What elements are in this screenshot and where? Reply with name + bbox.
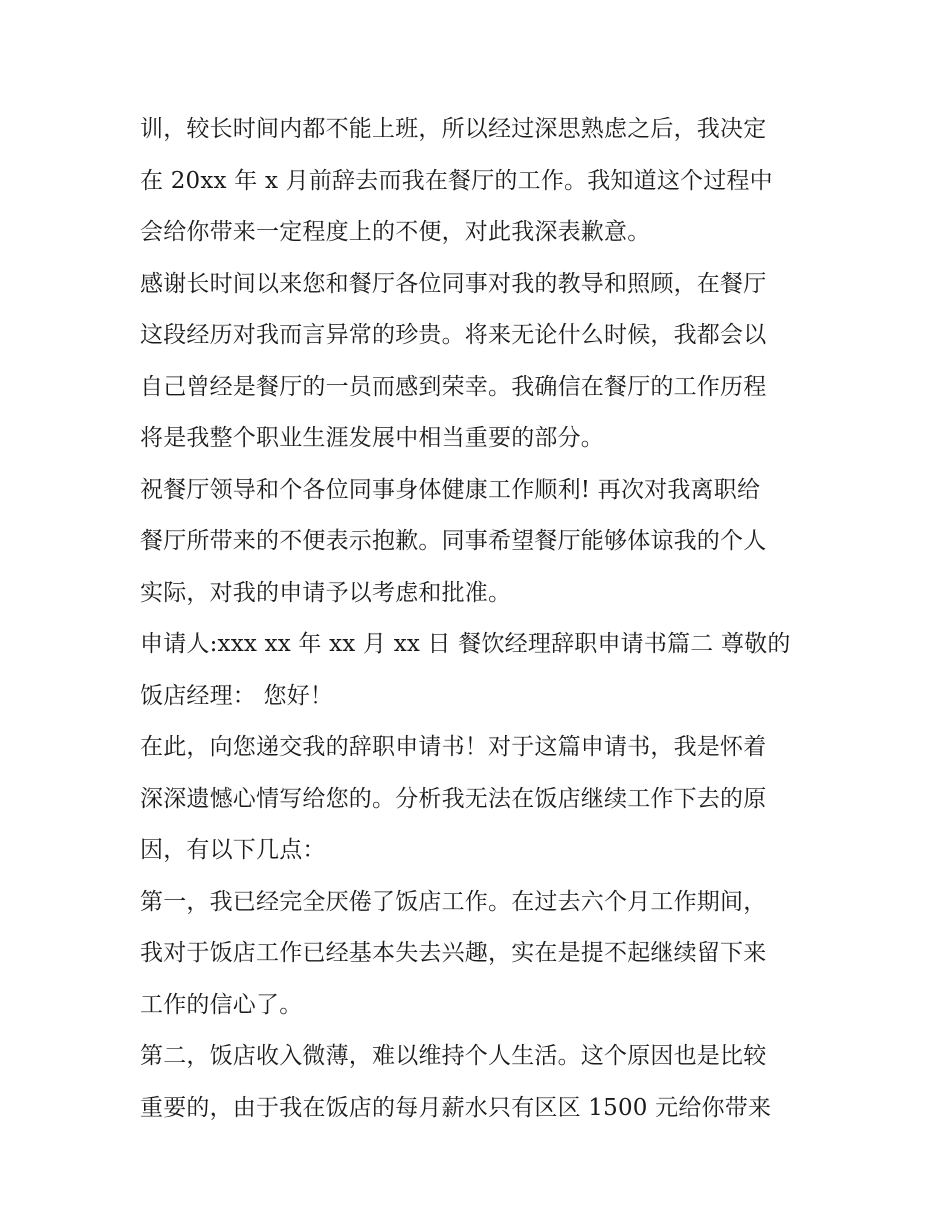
- text-line-2: 在 20xx 年 x 月前辞去而我在餐厅的工作。我知道这个过程中: [140, 167, 773, 194]
- text-line-10: 实际，对我的申请予以考虑和批准。: [140, 579, 512, 606]
- text-line-6: 自己曾经是餐厅的一员而感到荣幸。我确信在餐厅的工作历程: [140, 373, 767, 400]
- text-line-7: 将是我整个职业生涯发展中相当重要的部分。: [140, 425, 604, 451]
- text-line-12: 饭店经理： 您好！: [140, 682, 334, 709]
- text-line-3: 会给你带来一定程度上的不便，对此我深表歉意。: [140, 219, 651, 245]
- text-line-20: 重要的，由于我在饭店的每月薪水只有区区 1500 元给你带来: [140, 1094, 772, 1121]
- text-line-17: 我对于饭店工作已经基本失去兴趣，实在是提不起继续留下来: [140, 940, 767, 966]
- text-line-19: 第二，饭店收入微薄，难以维持个人生活。这个原因也是比较: [140, 1043, 767, 1069]
- text-line-5: 这段经历对我而言异常的珍贵。将来无论什么时候，我都会以: [140, 322, 767, 348]
- text-line-8: 祝餐厅领导和个各位同事身体健康工作顺利! 再次对我离职给: [140, 476, 761, 503]
- text-line-15: 因，有以下几点：: [140, 837, 326, 863]
- text-line-16: 第一，我已经完全厌倦了饭店工作。在过去六个月工作期间，: [140, 888, 767, 915]
- text-line-4: 感谢长时间以来您和餐厅各位同事对我的教导和照顾，在餐厅: [140, 270, 767, 297]
- text-line-11: 申请人:xxx xx 年 xx 月 xx 日 餐饮经理辞职申请书篇二 尊敬的: [140, 631, 791, 657]
- text-line-18: 工作的信心了。: [140, 991, 303, 1018]
- text-line-14: 深深遗憾心情写给您的。分析我无法在饭店继续工作下去的原: [140, 785, 767, 812]
- text-line-9: 餐厅所带来的不便表示抱歉。同事希望餐厅能够体谅我的个人: [140, 528, 767, 554]
- text-line-13: 在此，向您递交我的辞职申请书！对于这篇申请书，我是怀着: [140, 734, 767, 760]
- document-body: [140, 104, 820, 1134]
- text-line-1: 训，较长时间内都不能上班，所以经过深思熟虑之后，我决定: [140, 116, 767, 142]
